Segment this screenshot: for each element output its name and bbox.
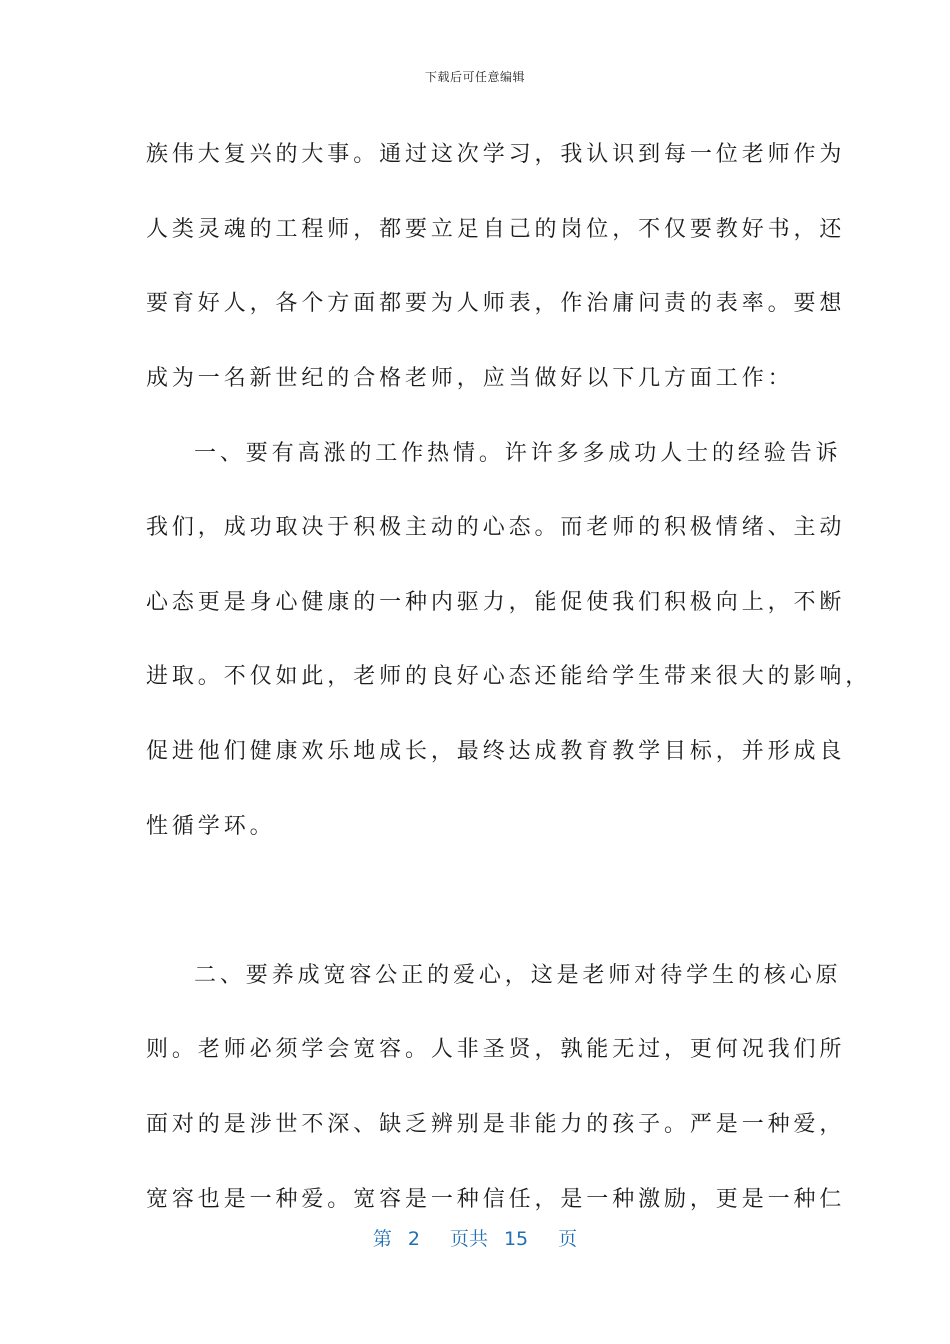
page-header: 下载后可任意编辑 [424,70,525,84]
text-line: 面对的是涉世不深、缺乏辨别是非能力的孩子。严是一种爱， [146,1112,846,1138]
total-pages-number: 15 [503,1228,529,1250]
paragraph-gap [146,864,826,939]
text-line: 性循学环。 [146,813,276,839]
text-line: 宽容也是一种爱。宽容是一种信任，是一种激励，更是一种仁 [146,1186,846,1212]
text-line: 促进他们健康欢乐地成长，最终达成教育教学目标，并形成良 [146,739,846,765]
text-line: 进取。不仅如此，老师的良好心态还能给学生带来很大的影响， [146,664,872,690]
footer-suffix: 页 [558,1228,578,1250]
page-footer [0,1224,950,1251]
text-line: 一、要有高涨的工作热情。许许多多成功人士的经验告诉 [194,440,842,466]
text-line: 成为一名新世纪的合格老师，应当做好以下几方面工作： [146,366,794,392]
footer-prefix: 第 [372,1228,392,1250]
text-line: 族伟大复兴的大事。通过这次学习，我认识到每一位老师作为 [146,142,846,168]
text-line: 要育好人，各个方面都要为人师表，作治庸问责的表率。要想 [146,291,846,317]
footer-middle: 页共 [449,1228,488,1250]
current-page-number: 2 [407,1228,420,1250]
text-line: 则。老师必须学会宽容。人非圣贤，孰能无过，更何况我们所 [146,1037,846,1063]
text-line: 心态更是身心健康的一种内驱力，能促使我们积极向上，不断 [146,589,846,615]
text-line: 人类灵魂的工程师，都要立足自己的岗位，不仅要教好书，还 [146,216,846,242]
text-line: 我们，成功取决于积极主动的心态。而老师的积极情绪、主动 [146,515,846,541]
document-body [146,118,872,1237]
text-line: 二、要养成宽容公正的爱心，这是老师对待学生的核心原 [194,962,842,988]
